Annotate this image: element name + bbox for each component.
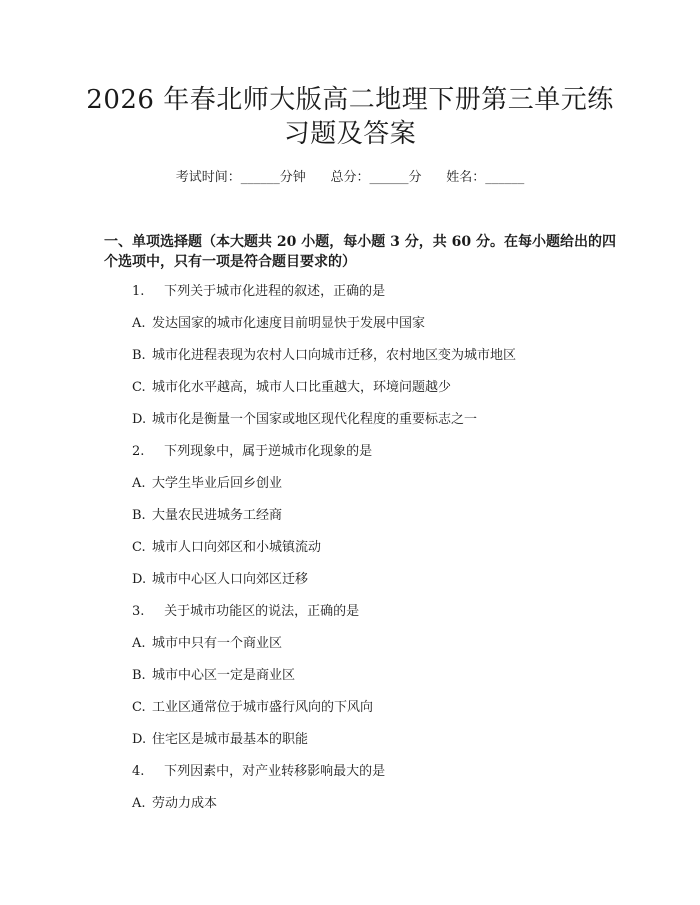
section-heading-line: 一、单项选择题（本大题共 20 小题，每小题 3 分，共 60 分。在每小题给出的四	[104, 234, 616, 250]
option-letter: A.	[132, 316, 146, 331]
option-letter: B.	[132, 508, 146, 523]
option-3-a	[132, 634, 282, 654]
option-letter: D.	[132, 412, 147, 427]
option-text: 劳动力成本	[152, 796, 218, 811]
option-letter: C.	[132, 380, 146, 395]
option-letter: B.	[132, 348, 146, 363]
question-number: 1.	[132, 284, 145, 299]
option-text: 城市化水平越高，城市人口比重越大，环境问题越少	[152, 380, 452, 395]
option-1-b	[132, 346, 516, 366]
option-text: 城市化进程表现为农村人口向城市迁移，农村地区变为城市地区	[152, 348, 517, 363]
question-text: 下列因素中，对产业转移影响最大的是	[160, 764, 386, 779]
option-letter: B.	[132, 668, 146, 683]
option-2-d	[132, 570, 308, 590]
option-letter: D.	[132, 572, 147, 587]
option-1-c	[132, 378, 451, 398]
option-text: 大学生毕业后回乡创业	[152, 476, 283, 491]
option-3-b	[132, 666, 295, 686]
option-letter: A.	[132, 476, 146, 491]
option-2-a	[132, 474, 282, 494]
question-text: 下列关于城市化进程的叙述，正确的是	[160, 284, 386, 299]
question-number: 3.	[132, 604, 145, 619]
option-2-b	[132, 506, 282, 526]
section-heading	[104, 232, 616, 272]
option-4-a	[132, 794, 217, 814]
section-heading-line: 个选项中，只有一项是符合题目要求的）	[104, 254, 356, 270]
question-3	[132, 602, 359, 622]
document-title: 2026 年春北师大版高二地理下册第三单元练	[86, 85, 614, 115]
question-text: 下列现象中，属于逆城市化现象的是	[160, 444, 373, 459]
option-text: 城市中心区人口向郊区迁移	[152, 572, 309, 587]
option-letter: C.	[132, 700, 146, 715]
option-2-c	[132, 538, 321, 558]
option-letter: A.	[132, 636, 146, 651]
question-number: 2.	[132, 444, 145, 459]
option-1-d	[132, 410, 477, 430]
document-title-continued: 习题及答案	[283, 119, 417, 149]
option-letter: A.	[132, 796, 146, 811]
option-1-a	[132, 314, 425, 334]
option-text: 住宅区是城市最基本的职能	[152, 732, 309, 747]
option-letter: C.	[132, 540, 146, 555]
exam-info: 考试时间：______分钟 总分：______分 姓名：______	[175, 170, 525, 185]
question-text: 关于城市功能区的说法，正确的是	[160, 604, 360, 619]
option-text: 城市化是衡量一个国家或地区现代化程度的重要标志之一	[152, 412, 478, 427]
option-3-c	[132, 698, 373, 718]
option-text: 城市中只有一个商业区	[152, 636, 283, 651]
option-text: 城市中心区一定是商业区	[152, 668, 296, 683]
question-2	[132, 442, 372, 462]
option-3-d	[132, 730, 308, 750]
option-text: 大量农民进城务工经商	[152, 508, 283, 523]
question-number: 4.	[132, 764, 145, 779]
question-4	[132, 762, 385, 782]
question-1	[132, 282, 385, 302]
option-text: 发达国家的城市化速度目前明显快于发展中国家	[152, 316, 426, 331]
option-text: 城市人口向郊区和小城镇流动	[152, 540, 322, 555]
option-text: 工业区通常位于城市盛行风向的下风向	[152, 700, 374, 715]
option-letter: D.	[132, 732, 147, 747]
